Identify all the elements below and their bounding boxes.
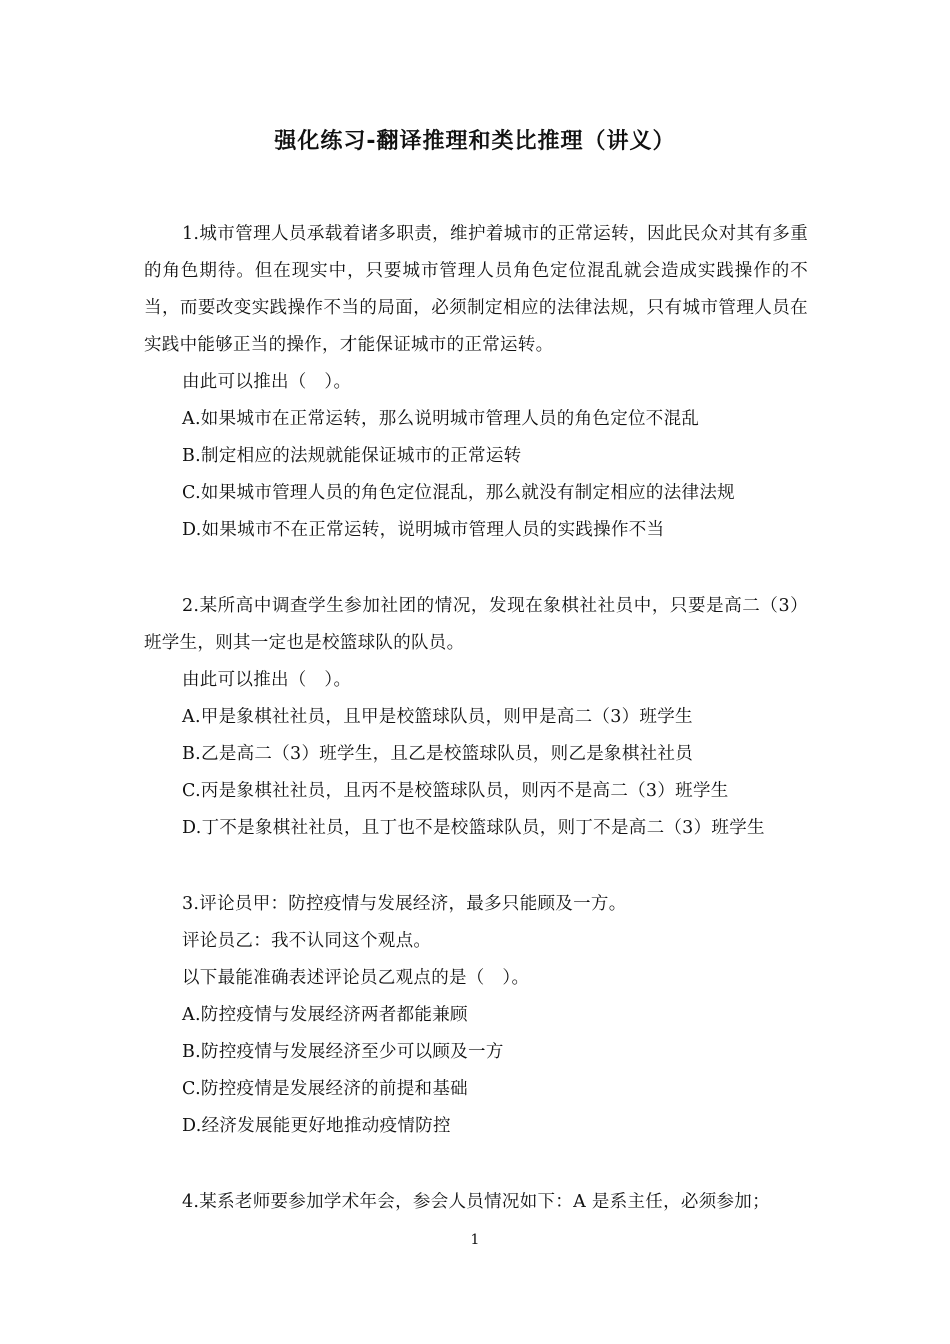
question-3-option-d: D.经济发展能更好地推动疫情防控 xyxy=(182,1116,451,1136)
page-number: 1 xyxy=(470,1232,480,1248)
question-2-prompt: 由此可以推出（ ）。 xyxy=(182,670,352,690)
question-1-option-a: A.如果城市在正常运转，那么说明城市管理人员的角色定位不混乱 xyxy=(182,409,700,429)
question-3-option-c: C.防控疫情是发展经济的前提和基础 xyxy=(182,1079,468,1099)
question-1-option-c: C.如果城市管理人员的角色定位混乱，那么就没有制定相应的法律法规 xyxy=(182,483,735,503)
document-title: 强化练习-翻译推理和类比推理（讲义） xyxy=(274,129,676,154)
question-2-option-a: A.甲是象棋社社员，且甲是校篮球队员，则甲是高二（3）班学生 xyxy=(182,707,693,727)
question-3-prompt: 以下最能准确表述评论员乙观点的是（ ）。 xyxy=(182,968,530,988)
question-1-option-b: B.制定相应的法规就能保证城市的正常运转 xyxy=(182,446,522,466)
question-3-option-b: B.防控疫情与发展经济至少可以顾及一方 xyxy=(182,1042,504,1062)
question-2-option-b: B.乙是高二（3）班学生，且乙是校篮球队员，则乙是象棋社社员 xyxy=(182,744,694,764)
question-3-stem-2: 评论员乙：我不认同这个观点。 xyxy=(182,931,432,951)
question-2-stem: 2.某所高中调查学生参加社团的情况，发现在象棋社社员中，只要是高二（3）班学生，则其一定也是校篮球队的队员。 xyxy=(144,596,808,653)
question-1-prompt: 由此可以推出（ ）。 xyxy=(182,372,352,392)
question-4-stem: 4.某系老师要参加学术年会，参会人员情况如下：A 是系主任，必须参加； xyxy=(182,1192,770,1212)
question-3-option-a: A.防控疫情与发展经济两者都能兼顾 xyxy=(182,1005,468,1025)
question-1-stem: 1.城市管理人员承载着诸多职责，维护着城市的正常运转，因此民众对其有多重的角色期待。但在现实中，只要城市管理人员角色定位混乱就会造成实践操作的不当，而要改变实践操作不当的局面，必须制定相应的法律法规，只有城市管理人员在实践中能够正当的操作，才能保证城市的正常运转。 xyxy=(144,224,808,355)
question-2-option-c: C.丙是象棋社社员，且丙不是校篮球队员，则丙不是高二（3）班学生 xyxy=(182,781,729,801)
question-2-option-d: D.丁不是象棋社社员，且丁也不是校篮球队员，则丁不是高二（3）班学生 xyxy=(182,818,765,838)
question-1-option-d: D.如果城市不在正常运转，说明城市管理人员的实践操作不当 xyxy=(182,520,665,540)
question-3-stem: 3.评论员甲：防控疫情与发展经济，最多只能顾及一方。 xyxy=(182,894,627,914)
